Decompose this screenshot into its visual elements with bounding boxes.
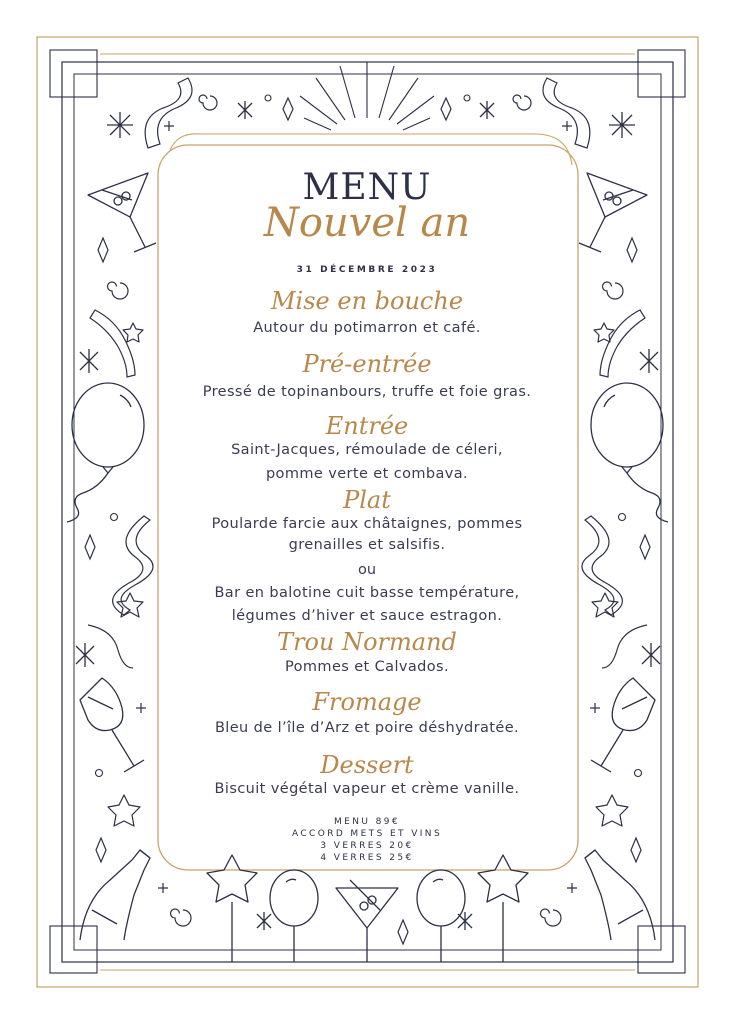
course-separator-ou: ou bbox=[357, 562, 377, 578]
course-heading-plat: Plat bbox=[343, 486, 391, 514]
course-dish-plat-line1: Poularde farcie aux châtaignes, pommes bbox=[211, 516, 523, 532]
course-dish-trou-normand: Pommes et Calvados. bbox=[285, 659, 449, 675]
price-3-glasses: 3 VERRES 20€ bbox=[320, 841, 414, 851]
menu-subtitle: Nouvel an bbox=[263, 200, 471, 246]
course-dish-entree-line1: Saint-Jacques, rémoulade de céleri, bbox=[231, 442, 503, 458]
price-wine-pairing: ACCORD METS ET VINS bbox=[291, 829, 443, 839]
price-menu: MENU 89€ bbox=[333, 817, 400, 827]
inner-gold-frame-arc bbox=[170, 134, 572, 165]
course-dish-dessert: Biscuit végétal vapeur et crème vanille. bbox=[214, 781, 520, 797]
course-dish-plat-alt-line1: Bar en balotine cuit basse température, bbox=[214, 585, 520, 601]
menu-date: 31 DÉCEMBRE 2023 bbox=[296, 265, 438, 275]
course-dish-entree-line2: pomme verte et combava. bbox=[265, 466, 469, 482]
course-dish-plat-alt-line2: légumes d’hiver et sauce estragon. bbox=[231, 608, 503, 624]
course-dish-plat-line2: grenailles et salsifis. bbox=[288, 537, 446, 553]
starburst-icon bbox=[300, 62, 434, 130]
course-heading-trou-normand: Trou Normand bbox=[277, 628, 457, 656]
course-dish-mise-en-bouche: Autour du potimarron et café. bbox=[253, 320, 481, 336]
course-heading-dessert: Dessert bbox=[320, 751, 414, 779]
price-4-glasses: 4 VERRES 25€ bbox=[320, 853, 414, 863]
course-heading-fromage: Fromage bbox=[312, 688, 422, 716]
menu-title: MENU bbox=[302, 167, 432, 208]
course-heading-mise-en-bouche: Mise en bouche bbox=[270, 287, 464, 315]
course-heading-entree: Entrée bbox=[325, 412, 409, 440]
course-dish-pre-entree: Pressé de topinanbours, truffe et foie gras. bbox=[202, 384, 532, 400]
course-dish-fromage: Bleu de l’île d’Arz et poire déshydratée. bbox=[214, 720, 520, 736]
course-heading-pre-entree: Pré-entrée bbox=[302, 350, 432, 378]
